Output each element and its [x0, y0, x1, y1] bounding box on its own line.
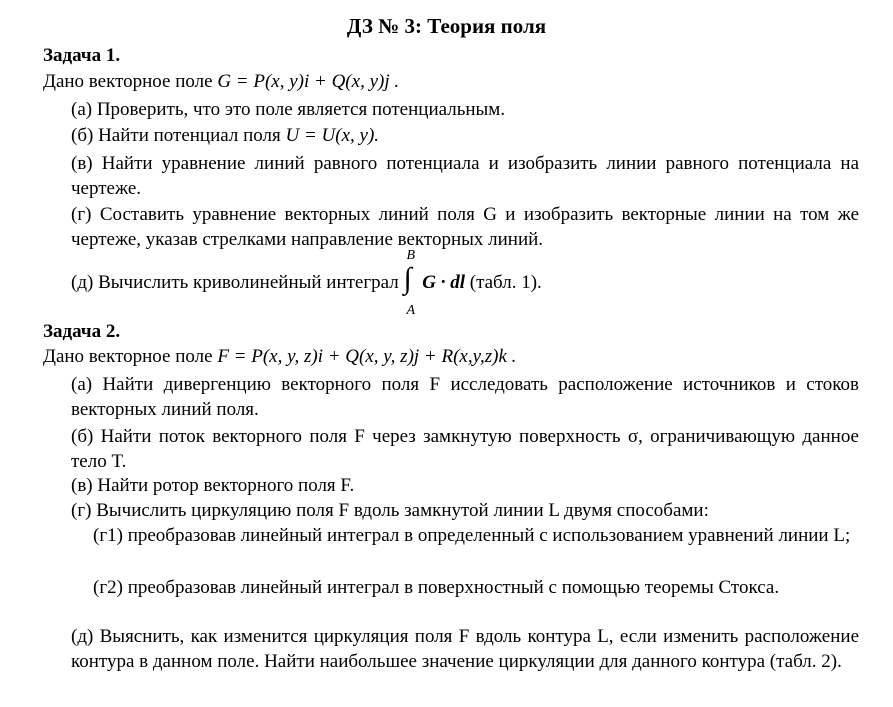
task2-intro-text: Дано векторное поле: [43, 346, 213, 367]
task2-field-formula: F = P(x, y, z)i + Q(x, y, z)j + R(x,y,z)k .: [217, 346, 517, 367]
task1-item-g: (г) Составить уравнение векторных линий поля G и изобразить векторные линии на том же чертеже, указав стрелками направление векторных линий.: [71, 204, 859, 250]
task1-field-formula: G = P(x, y)i + Q(x, y)j .: [217, 71, 400, 92]
task1-item-a: (а) Проверить, что это поле является потенциальным.: [71, 99, 506, 120]
task1-item-b: [71, 123, 859, 148]
integral-integrand: G · dl: [422, 272, 465, 293]
task1-item-b-text: (б) Найти потенциал поля: [71, 125, 281, 146]
task2-item-g: (г) Вычислить циркуляцию поля F вдоль замкнутой линии L двумя способами:: [71, 500, 709, 521]
task2-item-v: (в) Найти ротор векторного поля F.: [71, 475, 355, 496]
task2-item-g1: (г1) преобразовав линейный интеграл в определенный с использованием уравнений линии L;: [93, 525, 851, 546]
line-integral: [403, 247, 418, 318]
task1-intro: [43, 69, 399, 94]
task2-item-b: (б) Найти поток векторного поля F через замкнутую поверхность σ, ограничивающую данное тело T.: [71, 426, 859, 472]
page-title: ДЗ № 3: Теория поля: [346, 14, 547, 38]
task1-table-ref: (табл. 1).: [469, 272, 542, 293]
task2-heading: Задача 2.: [43, 321, 121, 342]
task1-potential-formula: U = U(x, y).: [285, 125, 380, 146]
task1-intro-text: Дано векторное поле: [43, 71, 213, 92]
task1-heading: Задача 1.: [43, 45, 121, 66]
integral-upper-limit: B: [406, 247, 416, 263]
task2-item-d: (д) Выяснить, как изменится циркуляция поля F вдоль контура L, если изменить расположение контура в данном поле. Найти наибольшее значение циркуляции для данного контура (табл. 2).: [71, 626, 859, 672]
task2-item-g2: (г2) преобразовав линейный интеграл в поверхностный с помощью теоремы Стокса.: [93, 577, 780, 598]
integral-lower-limit: A: [406, 302, 416, 318]
task2-intro: [43, 344, 516, 369]
task1-item-d: [71, 247, 859, 318]
task1-item-d-text: (д) Вычислить криволинейный интеграл: [71, 272, 399, 293]
task2-item-a: (а) Найти дивергенцию векторного поля F исследовать расположение источников и стоков векторных линий поля.: [71, 374, 859, 420]
task1-item-v: (в) Найти уравнение линий равного потенциала и изобразить линии равного потенциала на чертеже.: [71, 153, 859, 199]
integral-sign-icon: ∫: [403, 261, 412, 295]
